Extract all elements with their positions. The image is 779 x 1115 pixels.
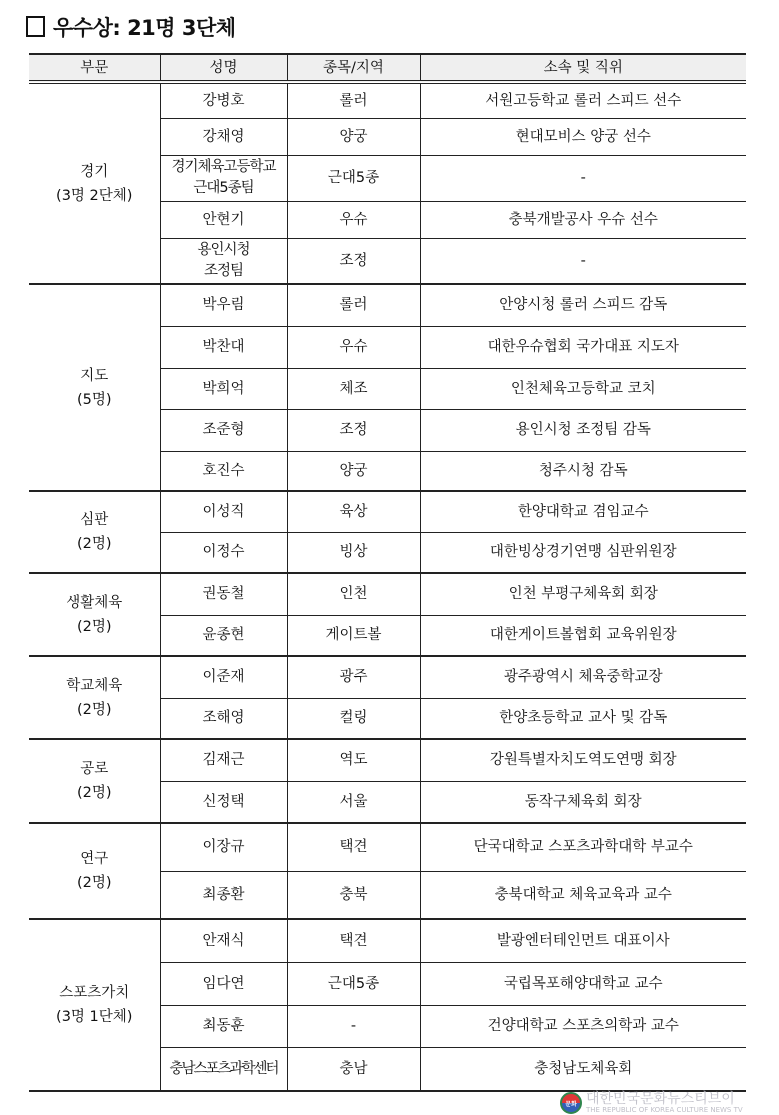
name-text: 강채영 bbox=[202, 128, 245, 145]
event-text: 서울 bbox=[339, 793, 368, 810]
affiliation-text: 충청남도체육회 bbox=[534, 1060, 633, 1077]
category-label: (3명 2단체) bbox=[56, 187, 133, 204]
event-cell bbox=[287, 823, 420, 871]
affiliation-cell bbox=[420, 284, 746, 326]
name-cell bbox=[160, 656, 287, 698]
affiliation-text: 건양대학교 스포츠의학과 교수 bbox=[487, 1018, 679, 1034]
table-row bbox=[29, 284, 746, 326]
affiliation-cell bbox=[420, 409, 746, 451]
affiliation-text: 광주광역시 체육중학교장 bbox=[503, 669, 663, 686]
event-cell bbox=[287, 155, 420, 201]
name-cell bbox=[160, 491, 287, 532]
name-text: 용인시청 조정팀 bbox=[197, 241, 250, 279]
affiliation-text: 충북개발공사 우슈 선수 bbox=[508, 211, 658, 228]
event-text: 충북 bbox=[339, 886, 368, 903]
category-cell bbox=[29, 573, 160, 656]
name-cell bbox=[160, 368, 287, 409]
name-text: 김재근 bbox=[202, 752, 245, 769]
affiliation-text: 발광엔터테인먼트 대표이사 bbox=[496, 932, 670, 949]
category-label: 경기 bbox=[80, 163, 109, 180]
category-label: 공로 bbox=[80, 761, 109, 777]
name-text: 강병호 bbox=[202, 92, 245, 109]
category-cell bbox=[29, 739, 160, 823]
affiliation-cell bbox=[420, 656, 746, 698]
name-cell bbox=[160, 82, 287, 118]
event-text: 인천 bbox=[339, 586, 368, 603]
table-row bbox=[29, 491, 746, 532]
column-header: 성명 bbox=[160, 54, 287, 82]
event-cell bbox=[287, 491, 420, 532]
name-text: 이성직 bbox=[202, 503, 245, 520]
name-cell bbox=[160, 155, 287, 201]
event-cell bbox=[287, 368, 420, 409]
affiliation-text: 현대모비스 양궁 선수 bbox=[515, 128, 651, 145]
name-cell bbox=[160, 573, 287, 615]
event-cell bbox=[287, 409, 420, 451]
event-text: 체조 bbox=[339, 380, 368, 397]
name-cell bbox=[160, 1047, 287, 1091]
affiliation-text: 강원특별자치도역도연맹 회장 bbox=[489, 752, 677, 769]
column-header: 부문 bbox=[29, 54, 160, 82]
event-text: 롤러 bbox=[339, 297, 368, 314]
checkbox-square-icon bbox=[26, 16, 45, 37]
affiliation-text: 용인시청 조정팀 감독 bbox=[515, 422, 651, 438]
table-row bbox=[29, 919, 746, 962]
name-cell bbox=[160, 532, 287, 573]
event-cell bbox=[287, 201, 420, 238]
affiliation-text: 충북대학교 체육교육과 교수 bbox=[494, 886, 672, 903]
event-text: 역도 bbox=[339, 752, 368, 769]
affiliation-cell bbox=[420, 82, 746, 118]
name-cell bbox=[160, 739, 287, 781]
category-cell bbox=[29, 919, 160, 1091]
name-cell bbox=[160, 238, 287, 284]
event-cell bbox=[287, 532, 420, 573]
name-text: 박찬대 bbox=[202, 339, 245, 355]
name-text: 조준형 bbox=[202, 422, 245, 438]
event-cell bbox=[287, 1005, 420, 1047]
name-text: 이장규 bbox=[202, 839, 245, 856]
affiliation-cell bbox=[420, 201, 746, 238]
affiliation-cell bbox=[420, 962, 746, 1005]
event-cell bbox=[287, 118, 420, 155]
event-cell bbox=[287, 962, 420, 1005]
column-header: 소속 및 직위 bbox=[420, 54, 746, 82]
affiliation-cell bbox=[420, 326, 746, 368]
news-logo-icon: 문화 bbox=[560, 1092, 582, 1114]
affiliation-text: 대한게이트볼협회 교육위원장 bbox=[489, 627, 677, 644]
name-text: 박희억 bbox=[202, 380, 245, 397]
event-text: 양궁 bbox=[339, 462, 368, 479]
category-label: (2명) bbox=[76, 536, 112, 552]
event-cell bbox=[287, 656, 420, 698]
name-cell bbox=[160, 871, 287, 919]
name-text: 박우림 bbox=[202, 297, 245, 314]
event-text: 택견 bbox=[339, 932, 368, 949]
table-row bbox=[29, 82, 746, 118]
affiliation-cell bbox=[420, 118, 746, 155]
affiliation-cell bbox=[420, 368, 746, 409]
category-cell bbox=[29, 491, 160, 573]
affiliation-text: 동작구체육회 회장 bbox=[524, 793, 642, 810]
category-label: 연구 bbox=[80, 851, 109, 867]
affiliation-text: 대한우슈협회 국가대표 지도자 bbox=[487, 339, 679, 355]
event-text: 게이트볼 bbox=[325, 627, 382, 644]
category-label: 지도 bbox=[80, 367, 109, 384]
name-text: 안재식 bbox=[202, 932, 245, 949]
category-label: (3명 1단체) bbox=[56, 1009, 133, 1025]
award-table bbox=[29, 53, 746, 1092]
category-label: 스포츠가치 bbox=[59, 985, 130, 1001]
category-label: (2명) bbox=[76, 618, 112, 635]
name-text: 권동철 bbox=[202, 586, 245, 603]
event-text: 우슈 bbox=[339, 211, 368, 228]
event-cell bbox=[287, 573, 420, 615]
event-cell bbox=[287, 284, 420, 326]
category-label: (2명) bbox=[76, 785, 112, 801]
event-cell bbox=[287, 781, 420, 823]
affiliation-cell bbox=[420, 491, 746, 532]
affiliation-text: 국립목포해양대학교 교수 bbox=[503, 975, 663, 992]
event-text: 롤러 bbox=[339, 92, 368, 109]
category-label: 심판 bbox=[80, 512, 109, 528]
category-label: 학교체육 bbox=[66, 677, 123, 694]
name-cell bbox=[160, 698, 287, 739]
name-text: 경기체육고등학교 근대5종팀 bbox=[171, 159, 276, 196]
name-cell bbox=[160, 1005, 287, 1047]
affiliation-text: 인천 부평구체육회 회장 bbox=[508, 586, 658, 603]
event-cell bbox=[287, 1047, 420, 1091]
name-cell bbox=[160, 823, 287, 871]
name-cell bbox=[160, 962, 287, 1005]
event-cell bbox=[287, 326, 420, 368]
event-text: 우슈 bbox=[339, 339, 368, 355]
affiliation-cell bbox=[420, 781, 746, 823]
category-label: (2명) bbox=[76, 875, 112, 891]
name-cell bbox=[160, 781, 287, 823]
affiliation-cell bbox=[420, 698, 746, 739]
category-cell bbox=[29, 656, 160, 739]
affiliation-cell bbox=[420, 573, 746, 615]
affiliation-text: 한양초등학교 교사 및 감독 bbox=[499, 710, 668, 727]
name-cell bbox=[160, 118, 287, 155]
category-cell bbox=[29, 284, 160, 491]
affiliation-cell bbox=[420, 155, 746, 201]
name-text: 최종환 bbox=[202, 886, 245, 903]
affiliation-cell bbox=[420, 532, 746, 573]
name-text: 충남스포츠과학센터 bbox=[169, 1060, 278, 1077]
event-text: 조정 bbox=[339, 422, 368, 438]
event-text: 광주 bbox=[339, 669, 368, 686]
category-label: 생활체육 bbox=[66, 594, 123, 611]
event-text: 양궁 bbox=[339, 128, 368, 145]
event-text: 근대5종 bbox=[327, 975, 380, 992]
category-label: (5명) bbox=[76, 391, 112, 408]
affiliation-cell bbox=[420, 615, 746, 656]
table-row bbox=[29, 823, 746, 871]
event-cell bbox=[287, 451, 420, 491]
name-text: 이정수 bbox=[202, 544, 245, 561]
name-cell bbox=[160, 284, 287, 326]
affiliation-cell bbox=[420, 451, 746, 491]
name-text: 호진수 bbox=[202, 462, 245, 479]
event-text: 택견 bbox=[339, 839, 368, 856]
name-cell bbox=[160, 919, 287, 962]
name-text: 조해영 bbox=[202, 710, 245, 727]
name-text: 최동훈 bbox=[202, 1018, 245, 1034]
section-title: 우수상: 21명 3단체 bbox=[26, 12, 236, 42]
name-cell bbox=[160, 451, 287, 491]
category-label: (2명) bbox=[76, 701, 112, 718]
category-cell bbox=[29, 82, 160, 284]
affiliation-text: - bbox=[580, 252, 586, 269]
table-row bbox=[29, 739, 746, 781]
name-cell bbox=[160, 409, 287, 451]
event-text: 육상 bbox=[339, 503, 368, 520]
affiliation-text: - bbox=[580, 170, 586, 186]
event-text: 빙상 bbox=[339, 544, 368, 561]
affiliation-text: 서원고등학교 롤러 스피드 선수 bbox=[485, 92, 682, 109]
affiliation-cell bbox=[420, 823, 746, 871]
affiliation-cell bbox=[420, 871, 746, 919]
name-cell bbox=[160, 615, 287, 656]
affiliation-text: 인천체육고등학교 코치 bbox=[510, 380, 656, 397]
event-cell bbox=[287, 739, 420, 781]
affiliation-text: 대한빙상경기연맹 심판위원장 bbox=[489, 544, 677, 561]
name-cell bbox=[160, 201, 287, 238]
event-cell bbox=[287, 615, 420, 656]
affiliation-text: 한양대학교 겸임교수 bbox=[517, 503, 649, 520]
event-cell bbox=[287, 238, 420, 284]
category-cell bbox=[29, 823, 160, 919]
event-cell bbox=[287, 919, 420, 962]
name-text: 윤종현 bbox=[202, 627, 245, 644]
event-text: 컬링 bbox=[339, 710, 368, 727]
header-row bbox=[29, 54, 746, 82]
affiliation-text: 단국대학교 스포츠과학대학 부교수 bbox=[473, 839, 693, 856]
name-text: 임다연 bbox=[202, 975, 245, 992]
event-text: 근대5종 bbox=[327, 170, 380, 186]
affiliation-text: 안양시청 롤러 스피드 감독 bbox=[499, 297, 668, 314]
name-text: 이준재 bbox=[202, 669, 245, 686]
event-cell bbox=[287, 871, 420, 919]
column-header: 종목/지역 bbox=[287, 54, 420, 82]
event-cell bbox=[287, 698, 420, 739]
affiliation-cell bbox=[420, 739, 746, 781]
name-cell bbox=[160, 326, 287, 368]
table-row bbox=[29, 656, 746, 698]
affiliation-cell bbox=[420, 1047, 746, 1091]
name-text: 안현기 bbox=[202, 211, 245, 228]
event-text: - bbox=[350, 1018, 357, 1034]
affiliation-text: 청주시청 감독 bbox=[538, 462, 628, 479]
table-row bbox=[29, 573, 746, 615]
watermark-name: 대한민국문화뉴스티브이 bbox=[586, 1091, 735, 1107]
event-cell bbox=[287, 82, 420, 118]
event-text: 조정 bbox=[339, 252, 368, 269]
watermark-subtitle: THE REPUBLIC OF KOREA CULTURE NEWS TV bbox=[586, 1106, 743, 1114]
name-text: 신정택 bbox=[202, 793, 245, 810]
affiliation-cell bbox=[420, 238, 746, 284]
affiliation-cell bbox=[420, 1005, 746, 1047]
watermark bbox=[560, 1092, 743, 1114]
event-text: 충남 bbox=[339, 1060, 368, 1077]
affiliation-cell bbox=[420, 919, 746, 962]
